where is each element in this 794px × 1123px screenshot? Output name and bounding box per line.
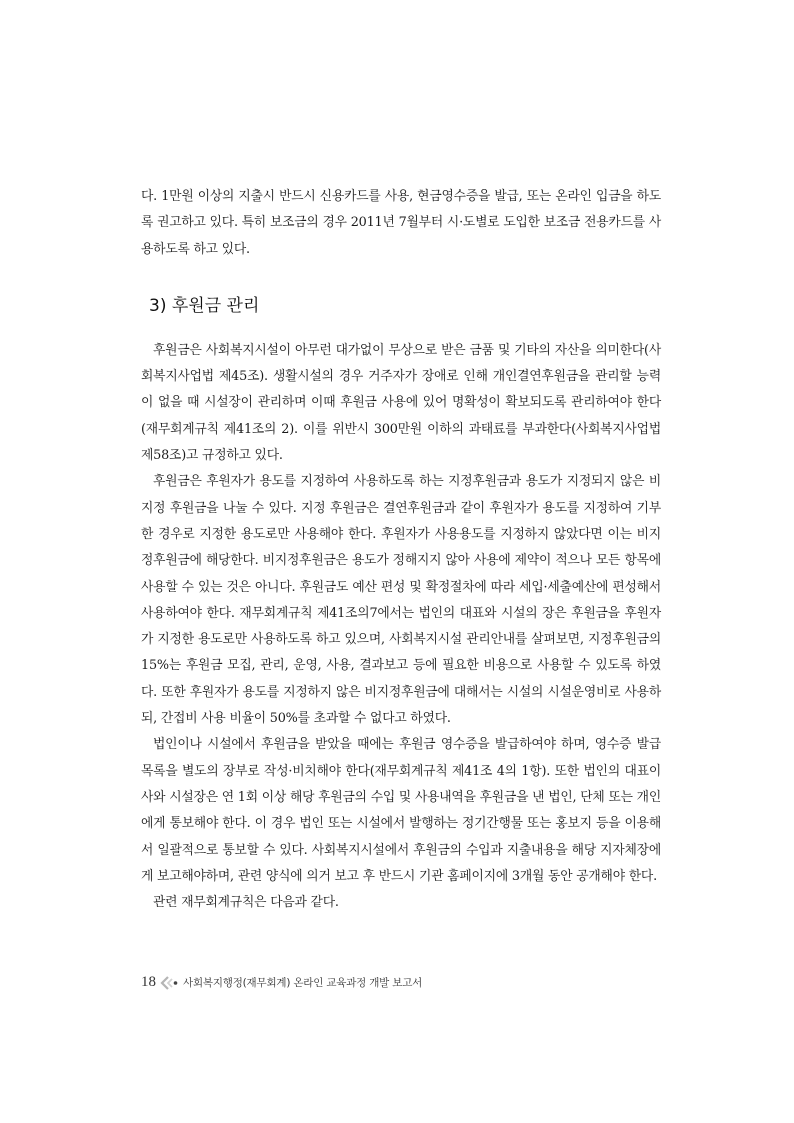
page-footer <box>141 974 422 991</box>
page-number: 18 <box>141 974 156 990</box>
section-title: 3) 후원금 관리 <box>149 295 260 316</box>
report-title: 사회복지행정(재무회계) 온라인 교육과정 개발 보고서 <box>183 977 423 989</box>
paragraph-related-rules: 관련 재무회계규칙은 다음과 같다. <box>153 895 339 911</box>
paragraph-receipts-reporting: 법인이나 시설에서 후원금을 받았을 때에는 후원금 영수증을 발급하여야 하며, 영수증 발급 목록을 별도의 장부로 작성·비치해야 한다(재무회계규칙 제41조 4의 1항). 또한 법인의 대표이사와 시설장은 연 1회 이상 해당 후원금의 수입 및 사용내역을 후원금을 낸 법인, 단체 또는 개인에게 통보해야 한다. 이 경우 법인 또는 시설에서 발행하는 정기간행물 또는 홍보지 등을 이용해서 일괄적으로 통보할 수 있다. 사회복지시설에서 후원금의 수입과 지출내용을 해당 지자체장에게 보고해야하며, 관련 양식에 의거 보고 후 반드시 기관 홈페이지에 3개월 동안 공개해야 한다. <box>141 737 661 884</box>
double-chevron-bullet-icon <box>160 976 178 990</box>
page-body <box>141 184 661 916</box>
intro-paragraph: 다. 1만원 이상의 지출시 반드시 신용카드를 사용, 현금영수증을 발급, 또는 온라인 입금을 하도록 권고하고 있다. 특히 보조금의 경우 2011년 7월부터 시·도별로 도입한 보조금 전용카드를 사용하도록 하고 있다. <box>141 189 661 257</box>
paragraph-designated-donations: 후원금은 후원자가 용도를 지정하여 사용하도록 하는 지정후원금과 용도가 지정되지 않은 비지정 후원금을 나눌 수 있다. 지정 후원금은 결연후원금과 같이 후원자가 용도를 지정하여 기부한 경우로 지정한 용도로만 사용해야 한다. 후원자가 사용용도를 지정하지 않았다면 이는 비지정후원금에 해당한다. 비지정후원금은 용도가 정해지지 않아 사용에 제약이 적으나 모든 항목에 사용할 수 있는 것은 아니다. 후원금도 예산 편성 및 확정절차에 따라 세입·세출예산에 편성해서 사용하여야 한다. 재무회계규칙 제41조의7에서는 법인의 대표와 시설의 장은 후원금을 후원자가 지정한 용도로만 사용하도록 하고 있으며, 사회복지시설 관리안내를 살펴보면, 지정후원금의 15%는 후원금 모집, 관리, 운영, 사용, 결과보고 등에 필요한 비용으로 사용할 수 있도록 하였다. 또한 후원자가 용도를 지정하지 않은 비지정후원금에 대해서는 시설의 시설운영비로 사용하되, 간접비 사용 비율이 50%를 초과할 수 없다고 하였다. <box>141 474 661 727</box>
paragraph-definition: 후원금은 사회복지시설이 아무런 대가없이 무상으로 받은 금품 및 기타의 자산을 의미한다(사회복지사업법 제45조). 생활시설의 경우 거주자가 장애로 인해 개인결연후원금을 관리할 능력이 없을 때 시설장이 관리하며 이때 후원금 사용에 있어 명확성이 확보되도록 관리하여야 한다(재무회계규칙 제41조의 2). 이를 위반시 300만원 이하의 과태료를 부과한다(사회복지사업법 제58조)고 규정하고 있다. <box>141 342 661 464</box>
